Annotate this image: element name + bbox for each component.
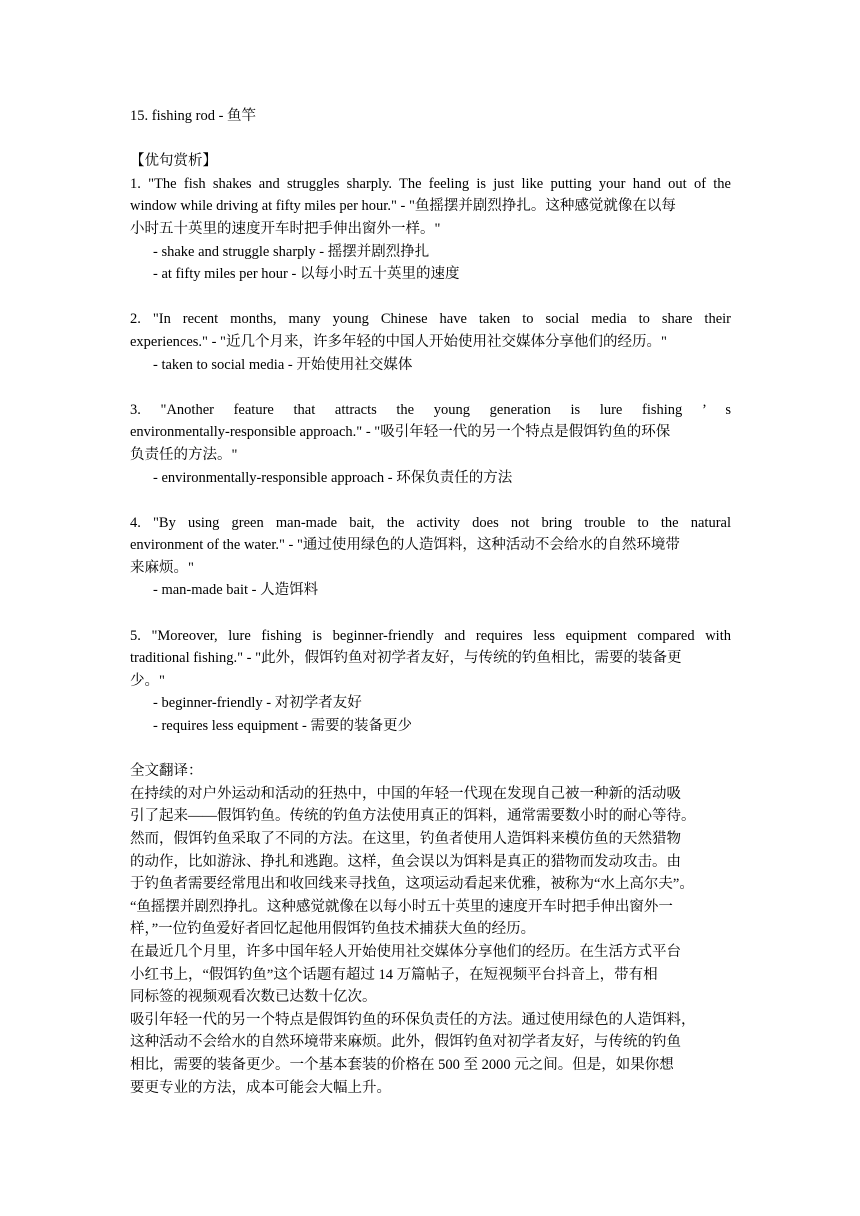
sentence-line: 3. "Another feature that attracts the young generation is lure fishing ’ s xyxy=(130,401,731,418)
translation-line: 吸引年轻一代的另一个特点是假饵钓鱼的环保负责任的方法。通过使用绿色的人造饵料， xyxy=(130,1011,696,1028)
spacer xyxy=(130,602,731,625)
sentence-line: 来麻烦。" xyxy=(130,559,194,576)
sentence-line: environment of the water." - "通过使用绿色的人造饵料，这种活动不会给水的自然环境带 xyxy=(130,537,680,554)
translation-line: “鱼摇摆并剧烈挣扎。这种感觉就像在以每小时五十英里的速度开车时把手伸出窗外一 xyxy=(130,898,673,915)
spacer xyxy=(130,489,731,512)
phrase-note: - beginner-friendly - 对初学者友好 xyxy=(153,695,362,712)
sentence-line: 4. "By using green man-made bait, the activity does not bring trouble to the natural xyxy=(130,514,731,531)
phrase-note: - man-made bait - 人造饵料 xyxy=(153,582,319,599)
sentence-line: 负责任的方法。" xyxy=(130,446,238,463)
sentence-line: 2. "In recent months, many young Chinese have taken to social media to share their xyxy=(130,311,731,328)
translation-line: 然而，假饵钓鱼采取了不同的方法。在这里，钓鱼者使用人造饵料来模仿鱼的天然猎物 xyxy=(130,831,681,847)
spacer xyxy=(130,286,731,309)
vocab-item: 15. fishing rod - 鱼竿 xyxy=(130,108,257,124)
translation-line: 要更专业的方法，成本可能会大幅上升。 xyxy=(130,1079,391,1096)
translation-line: 在持续的对户外运动和活动的狂热中，中国的年轻一代现在发现自己被一种新的活动吸 xyxy=(130,785,681,802)
spacer xyxy=(130,128,731,151)
sentence-line: traditional fishing." - "此外，假饵钓鱼对初学者友好，与传统的钓鱼相比，需要的装备更 xyxy=(130,650,682,667)
translation-line: 同标签的视频观看次数已达数十亿次。 xyxy=(130,989,377,1006)
phrase-note: - taken to social media - 开始使用社交媒体 xyxy=(153,356,413,373)
sentence-line: experiences." - "近几个月来，许多年轻的中国人开始使用社交媒体分享他们的经历。" xyxy=(130,333,667,350)
translation-line: 相比，需要的装备更少。一个基本套装的价格在 500 至 2000 元之间。但是，如果你想 xyxy=(130,1056,674,1073)
spacer xyxy=(130,738,731,761)
phrase-note: - requires less equipment - 需要的装备更少 xyxy=(153,718,412,735)
sentence-block xyxy=(130,512,731,602)
translation-heading: 全文翻译： xyxy=(130,763,203,780)
sentence-block xyxy=(130,173,731,286)
document-body xyxy=(130,105,731,1099)
sentence-line: 1. "The fish shakes and struggles sharply. The feeling is just like putting your hand out of the xyxy=(130,175,731,192)
sentence-block xyxy=(130,399,731,489)
translation-line: 的动作，比如游泳、挣扎和逃跑。这样，鱼会误以为饵料是真正的猎物而发动攻击。由 xyxy=(130,853,681,870)
section-heading: 【优句赏析】 xyxy=(130,153,217,170)
translation-line: 引了起来——假饵钓鱼。传统的钓鱼方法使用真正的饵料，通常需要数小时的耐心等待。 xyxy=(130,808,696,825)
phrase-note: - at fifty miles per hour - 以每小时五十英里的速度 xyxy=(153,266,460,283)
sentence-line: window while driving at fifty miles per hour." - "鱼摇摆并剧烈挣扎。这种感觉就像在以每 xyxy=(130,198,676,215)
phrase-note: - environmentally-responsible approach - 环保负责任的方法 xyxy=(153,469,513,486)
sentence-line: 5. "Moreover, lure fishing is beginner-friendly and requires less equipment compared with xyxy=(130,627,731,644)
translation-line: 小红书上，“假饵钓鱼”这个话题有超过 14 万篇帖子，在短视频平台抖音上，带有相 xyxy=(130,966,658,983)
translation-line: 这种活动不会给水的自然环境带来麻烦。此外，假饵钓鱼对初学者友好，与传统的钓鱼 xyxy=(130,1034,681,1051)
sentence-line: environmentally-responsible approach." - "吸引年轻一代的另一个特点是假饵钓鱼的环保 xyxy=(130,424,671,441)
phrase-note: - shake and struggle sharply - 摇摆并剧烈挣扎 xyxy=(153,243,430,260)
translation-line: 于钓鱼者需要经常甩出和收回线来寻找鱼，这项运动看起来优雅，被称为“水上高尔夫”。 xyxy=(130,876,694,893)
translation-line: 在最近几个月里，许多中国年轻人开始使用社交媒体分享他们的经历。在生活方式平台 xyxy=(130,943,681,960)
translation-body xyxy=(130,783,731,1099)
sentence-line: 少。" xyxy=(130,672,165,689)
sentence-block xyxy=(130,308,731,376)
sentence-block xyxy=(130,625,731,738)
spacer xyxy=(130,376,731,399)
translation-line: 样，”一位钓鱼爱好者回忆起他用假饵钓鱼技术捕获大鱼的经历。 xyxy=(130,921,536,938)
sentence-line: 小时五十英里的速度开车时把手伸出窗外一样。" xyxy=(130,220,441,237)
